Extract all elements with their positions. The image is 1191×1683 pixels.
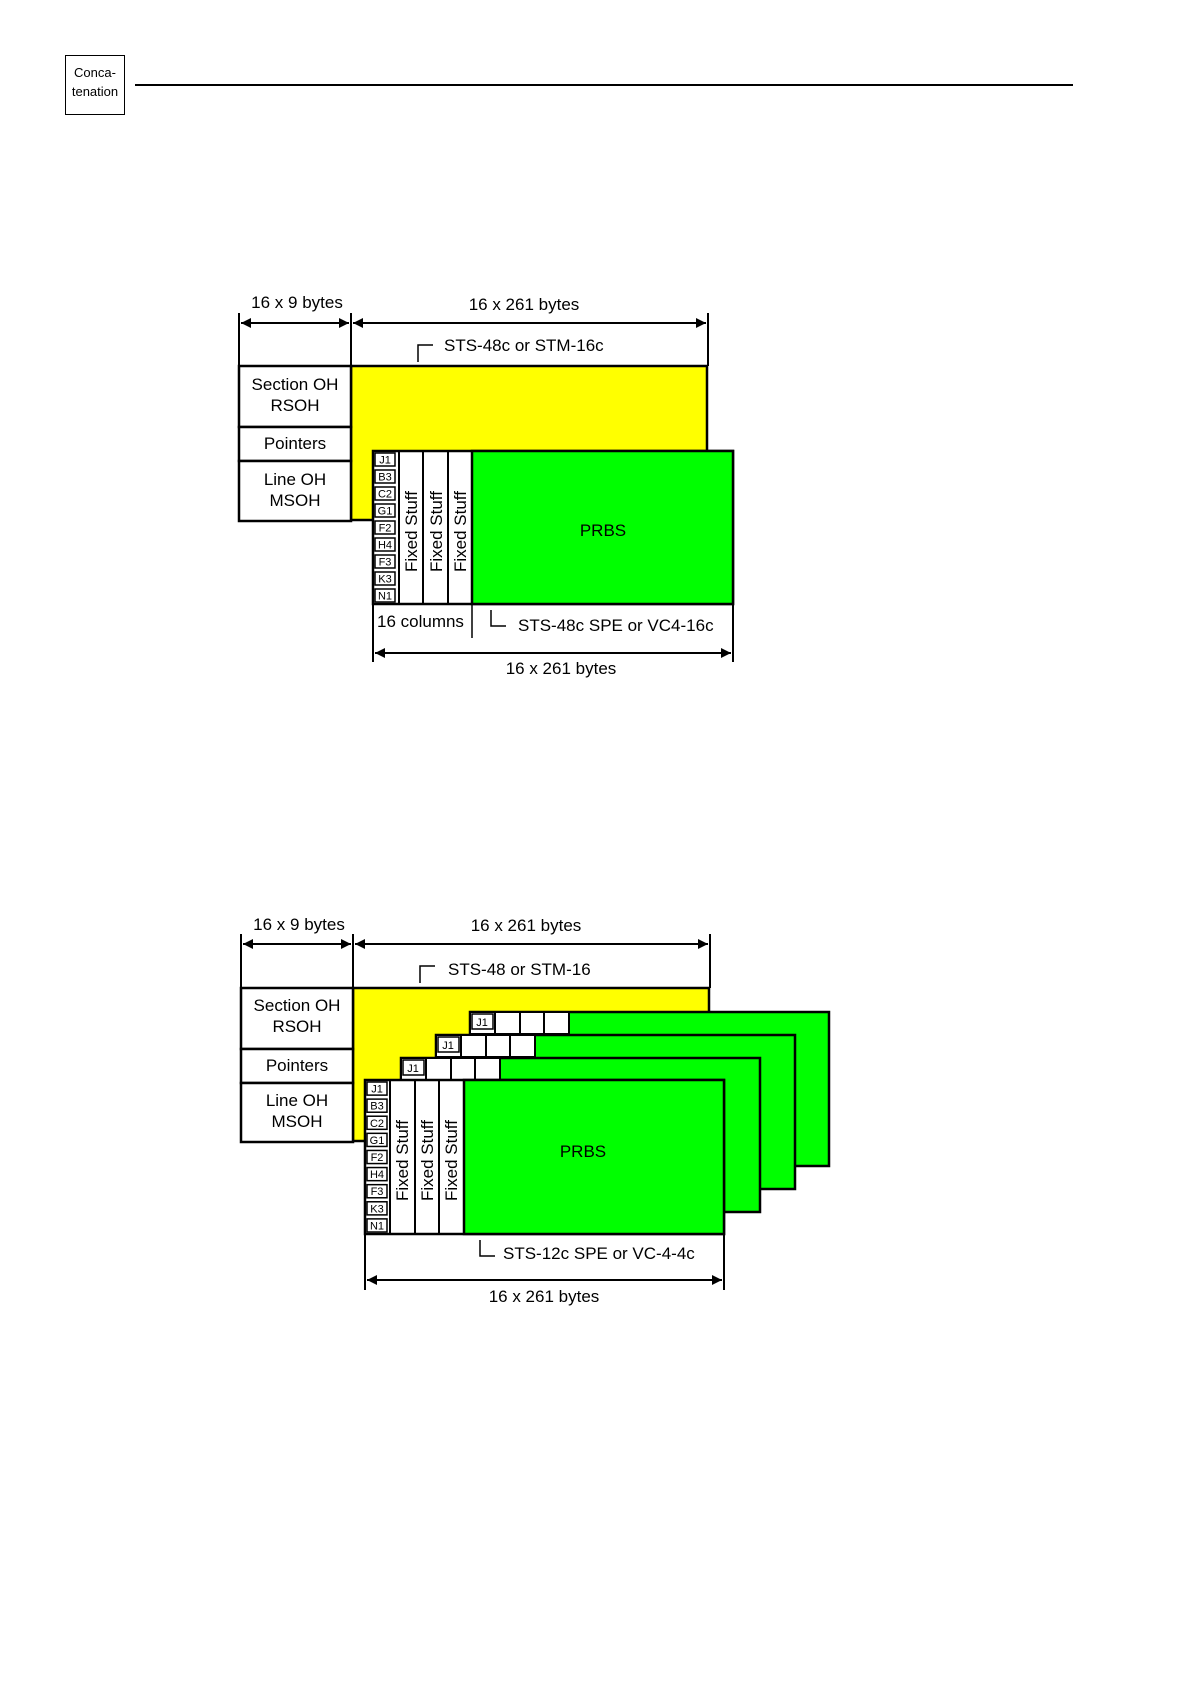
spe-label: STS-12c SPE or VC-4-4c — [503, 1244, 695, 1263]
chapter-tab-line2: tenation — [71, 84, 119, 99]
diagram-concatenated — [239, 293, 733, 678]
spe-width-label: 16 x 261 bytes — [488, 1287, 600, 1306]
poh-byte-label: K3 — [370, 1203, 384, 1216]
chapter-tab-line1: Conca- — [74, 65, 116, 80]
pointers-label: Pointers — [263, 434, 327, 453]
poh-byte-label: N1 — [377, 590, 393, 603]
poh-byte-label: F2 — [370, 1152, 384, 1164]
poh-byte-label: F3 — [378, 556, 392, 569]
prbs-label: PRBS — [579, 521, 627, 540]
fixed-stuff-label: Fixed Stuff — [427, 491, 446, 572]
poh-byte-label: G1 — [369, 1134, 385, 1147]
poh-byte-label: J1 — [371, 1083, 383, 1096]
fixed-stuff-label: Fixed Stuff — [402, 491, 421, 572]
container-leader — [418, 345, 433, 362]
container-label: STS-48 or STM-16 — [448, 960, 591, 979]
poh-byte-label: N1 — [369, 1220, 385, 1233]
poh-byte-label: G1 — [377, 505, 393, 518]
poh-column — [367, 1082, 387, 1232]
oh-width-label: 16 x 9 bytes — [251, 293, 343, 312]
poh-byte-label: H4 — [377, 539, 393, 552]
fixed-stuff-label: Fixed Stuff — [442, 1120, 461, 1201]
poh-byte-label: B3 — [378, 471, 392, 484]
diagram-non-concatenated — [241, 915, 829, 1306]
poh-byte-label: F3 — [370, 1186, 384, 1199]
poh-byte-label: J1 — [476, 1017, 488, 1029]
rsoh-label: RSOH — [270, 396, 320, 415]
container-width-label: 16 x 261 bytes — [470, 916, 582, 935]
fixed-stuff-label: Fixed Stuff — [393, 1120, 412, 1201]
spe-width-label: 16 x 261 bytes — [505, 659, 617, 678]
poh-byte-label: J1 — [407, 1063, 419, 1075]
line-oh-label: Line OH — [265, 1091, 329, 1110]
msoh-label: MSOH — [269, 491, 321, 510]
line-oh-label: Line OH — [263, 470, 327, 489]
spe-label: STS-48c SPE or VC4-16c — [518, 616, 714, 635]
poh-byte-label: C2 — [369, 1117, 385, 1130]
section-oh-label: Section OH — [253, 996, 341, 1015]
fixed-stuff-label: Fixed Stuff — [451, 491, 470, 572]
container-leader — [420, 966, 435, 983]
container-width-label: 16 x 261 bytes — [468, 295, 580, 314]
oh-width-label: 16 x 9 bytes — [253, 915, 345, 934]
columns-label: 16 columns — [377, 612, 464, 631]
pointers-label: Pointers — [265, 1056, 329, 1075]
poh-byte-label: C2 — [377, 488, 393, 501]
poh-byte-label: J1 — [379, 454, 391, 467]
prbs-label: PRBS — [559, 1142, 607, 1161]
poh-byte-label: F2 — [378, 522, 392, 535]
section-oh-label: Section OH — [251, 375, 339, 394]
poh-column — [375, 453, 395, 603]
poh-byte-label: K3 — [378, 573, 392, 586]
rsoh-label: RSOH — [272, 1017, 322, 1036]
poh-byte-label: J1 — [442, 1040, 454, 1052]
spe-leader — [480, 1240, 495, 1256]
poh-byte-label: H4 — [369, 1169, 385, 1182]
container-label: STS-48c or STM-16c — [444, 336, 604, 355]
msoh-label: MSOH — [271, 1112, 323, 1131]
poh-byte-label: B3 — [370, 1100, 384, 1113]
fixed-stuff-label: Fixed Stuff — [418, 1120, 437, 1201]
spe-leader — [491, 610, 506, 626]
